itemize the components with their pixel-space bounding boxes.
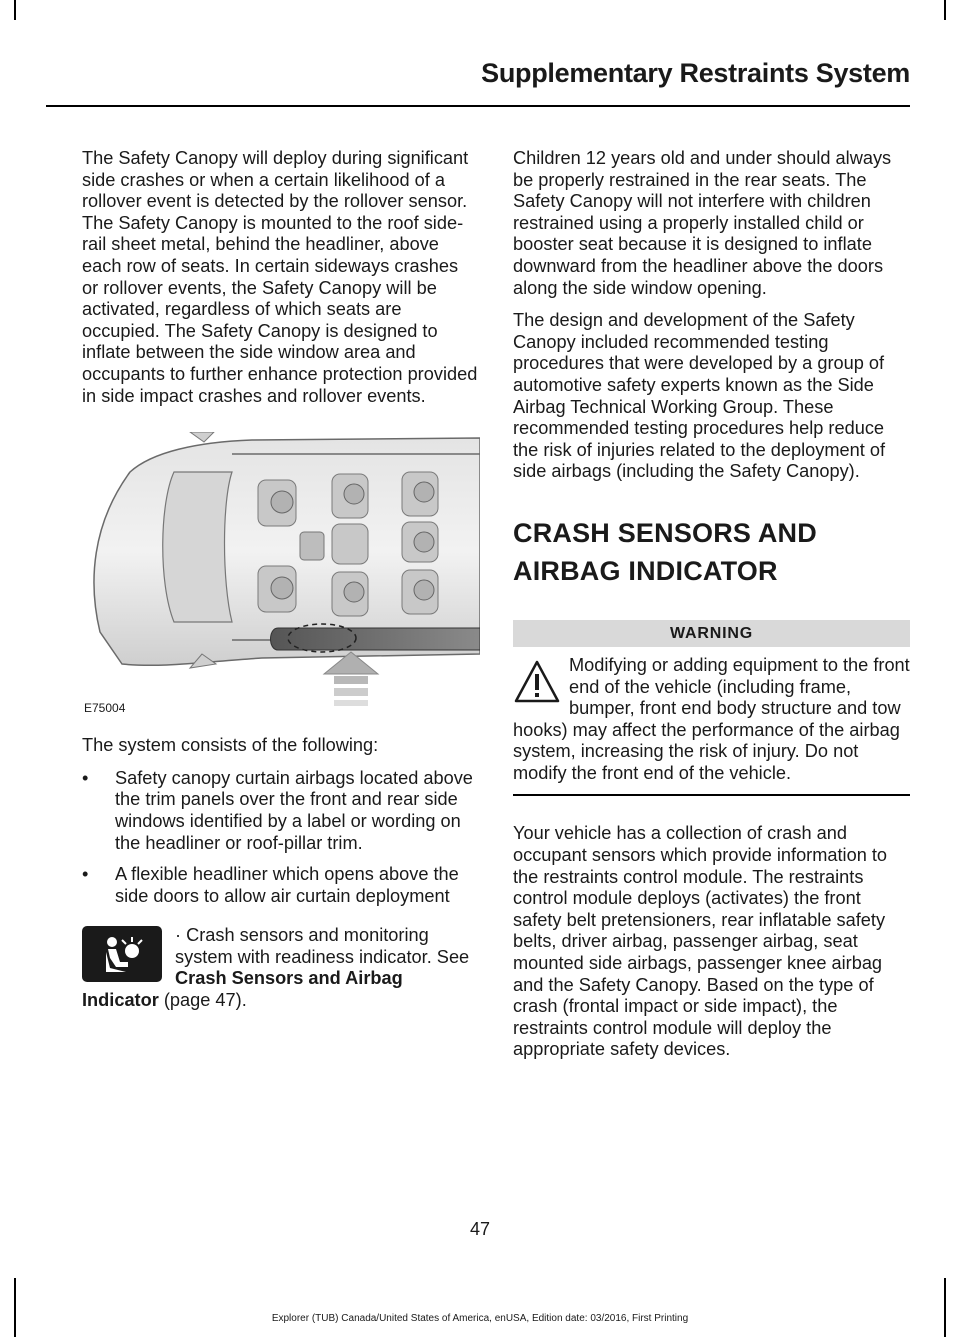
system-intro: The system consists of the following: <box>82 735 379 756</box>
warning-box <box>513 647 910 785</box>
crop-mark <box>14 1278 16 1337</box>
page-number: 47 <box>469 1219 491 1239</box>
section-heading <box>513 514 910 590</box>
crash-sensor-text: · Crash sensors and monitoring system with readiness indicator. See <box>175 925 470 967</box>
list-item <box>82 864 478 907</box>
airbag-indicator-block <box>82 925 478 1011</box>
list-item <box>82 768 478 854</box>
safety-canopy-figure <box>82 432 480 717</box>
left-column <box>82 148 478 1012</box>
warning-triangle-icon <box>513 659 561 705</box>
crop-mark <box>14 0 16 20</box>
crash-sensor-page-ref: (page 47). <box>158 990 247 1011</box>
vehicle-top-view-illustration <box>82 432 480 717</box>
warning-header: WARNING <box>513 620 910 647</box>
bullet: • <box>82 767 89 788</box>
warning-divider <box>513 794 910 796</box>
warning-text: Modifying or adding equipment to the front end of the vehicle (including frame, bumper, front end body structure and tow hooks) may affect the performance of the airbag system, increasing the risk of injury. Do not modify the front end of the vehicle. <box>513 654 910 783</box>
list-item-text: A flexible headliner which opens above the side doors to allow air curtain deployment <box>115 864 459 906</box>
crash-sensor-link[interactable]: Crash Sensors and Airbag Indicator <box>82 968 403 1011</box>
intro-paragraph: The Safety Canopy will deploy during significant side crashes or when a certain likelihood of a rollover event is detected by the rollover sensor. The Safety Canopy is mounted to the roof side-rail sheet metal, behind the headliner, above each row of seats. In certain sideways crashes or rollover events, the Safety Canopy will be activated, regardless of which seats are occupied. The Safety Canopy is designed to inflate between the side window area and occupants to further enhance protection provided in side impact crashes and rollover events. <box>82 148 478 406</box>
crop-mark <box>944 1278 946 1337</box>
design-paragraph: The design and development of the Safety Canopy included recommended testing procedures that were developed by a group of automotive safety experts known as the Side Airbag Technical Working Group. These recommended testing procedures help reduce the risk of injuries related to the deployment of side airbags (including the Safety Canopy). <box>513 310 886 482</box>
right-column <box>513 148 910 1072</box>
sensors-paragraph: Your vehicle has a collection of crash and occupant sensors which provide information to the restraints control module. The restraints control module deploys (activates) the front safety belt pretensioners, rear inflatable safety belts, driver airbag, passenger airbag, seat mounted side airbags, passenger knee airbag and the Safety Canopy. Based on the type of crash (frontal impact or side impact), the restraints control module will deploy the appropriate safety devices. <box>513 823 888 1060</box>
bullet: • <box>82 864 89 885</box>
header-divider <box>46 105 910 107</box>
children-paragraph: Children 12 years old and under should always be properly restrained in the rear seats. The Safety Canopy will not interfere with children restrained using a properly installed child or booster seat because it is designed to inflate downward from the headliner above the doors along the side window opening. <box>513 148 892 298</box>
impact-arrow-icon <box>324 652 378 706</box>
page-title: Supplementary Restraints System <box>481 58 910 88</box>
figure-code: E75004 <box>84 701 126 716</box>
section-heading-line: AIRBAG INDICATOR <box>513 555 778 586</box>
page-footer: Explorer (TUB) Canada/United States of America, enUSA, Edition date: 03/2016, First Printing <box>271 1313 689 1324</box>
airbag-warning-icon <box>82 926 162 982</box>
section-heading-line: CRASH SENSORS AND <box>513 517 817 548</box>
crop-mark <box>944 0 946 20</box>
system-component-list <box>82 768 478 908</box>
list-item-text: Safety canopy curtain airbags located above the trim panels over the front and rear side windows identified by a label or wording on the headliner or roof-pillar trim. <box>115 767 473 853</box>
